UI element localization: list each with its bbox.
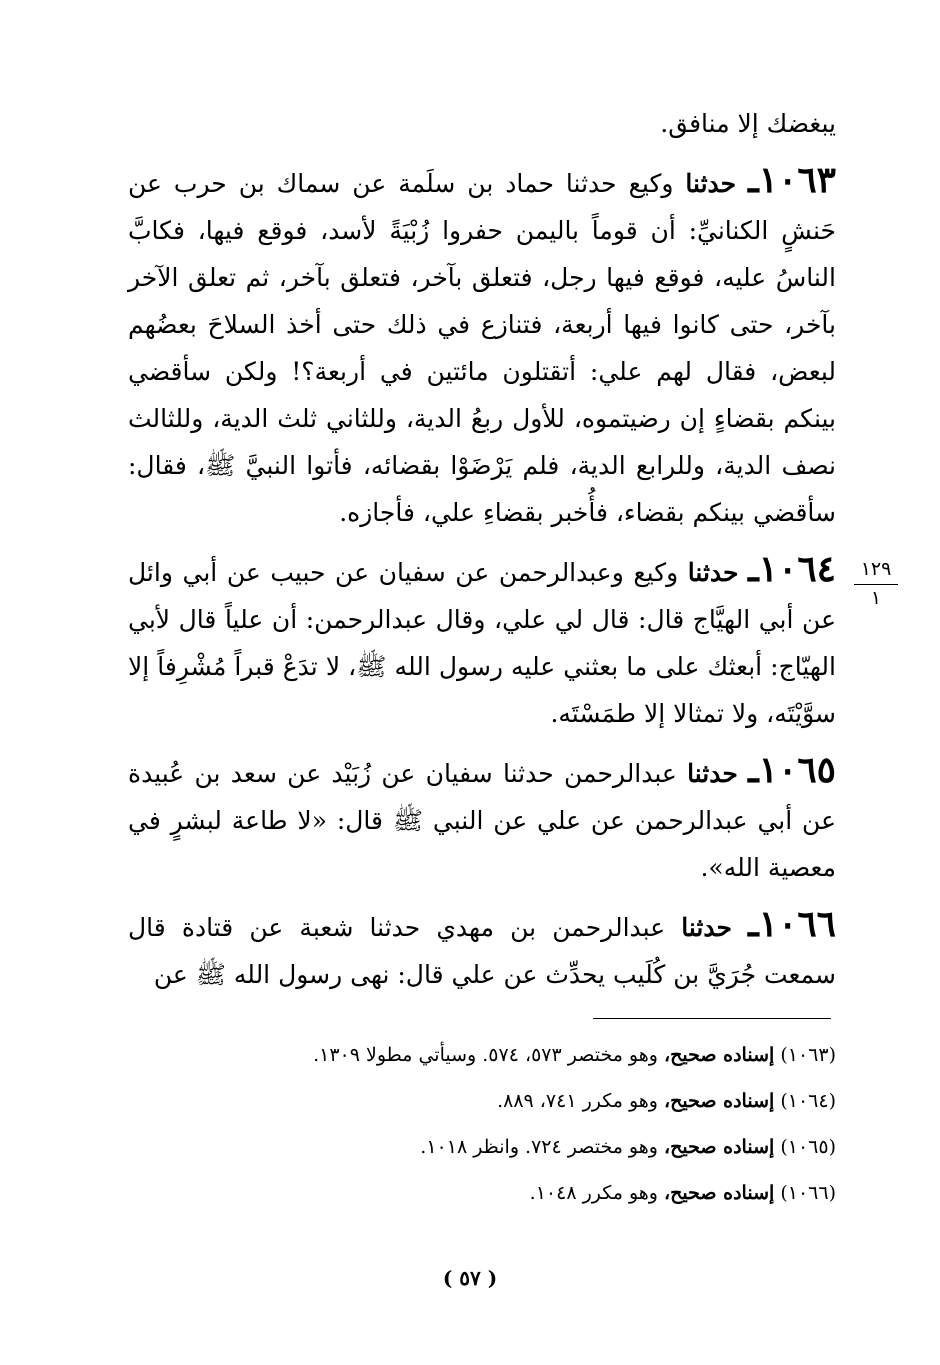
hadith-dash: ـ xyxy=(748,749,759,791)
hadith-number: ١٠٦٥ xyxy=(758,749,836,791)
footnote-grade: إسناده صحيح، xyxy=(664,1044,775,1066)
hadith-text: عبدالرحمن حدثنا سفيان عن زُبَيْد عن سعد بن عُبيدة عن أبي عبدالرحمن عن علي عن النبي ﷺ قال: «لا طاعة لبشرٍ في معصية الله». xyxy=(128,759,836,882)
footnote xyxy=(128,1032,836,1078)
page-number: ( ٥٧ ) xyxy=(442,1266,498,1290)
footnote xyxy=(128,1170,836,1216)
footnote-text: وهو مكرر ١٠٤٨. xyxy=(529,1182,658,1204)
margin-volume: ١٢٩ xyxy=(854,556,898,585)
footnote-grade: إسناده صحيح، xyxy=(664,1182,775,1204)
hadith-1065 xyxy=(128,747,836,891)
continuation-line: يبغضك إلا منافق. xyxy=(660,109,836,138)
hadith-dash: ـ xyxy=(748,903,759,945)
hadith-lead-word: حدثنا xyxy=(687,558,739,587)
hadith-1064 xyxy=(128,546,836,737)
footnote xyxy=(128,1124,836,1170)
footnotes xyxy=(128,1032,836,1216)
hadith-number: ١٠٦٤ xyxy=(758,548,836,590)
hadith-dash: ـ xyxy=(748,159,759,201)
footnote xyxy=(128,1078,836,1124)
footnote-ref: (١٠٦٦) xyxy=(780,1182,836,1204)
footnote-text: وهو مكرر ٧٤١، ٨٨٩. xyxy=(497,1090,658,1112)
hadith-lead-word: حدثنا xyxy=(681,913,732,942)
hadith-lead-word: حدثنا xyxy=(685,169,737,198)
footnote-ref: (١٠٦٣) xyxy=(780,1044,836,1066)
hadith-number: ١٠٦٣ xyxy=(758,159,837,201)
footnote-divider xyxy=(593,1018,831,1019)
hadith-text: عبدالرحمن بن مهدي حدثنا شعبة عن قتادة قال سمعت جُرَيَّ بن كُلَيب يحدِّث عن علي قال: نهى رسول الله ﷺ عن xyxy=(128,913,836,989)
margin-page: ١ xyxy=(870,587,882,609)
footnote-grade: إسناده صحيح، xyxy=(664,1136,775,1158)
hadith-number: ١٠٦٦ xyxy=(758,903,836,945)
hadith-dash: ـ xyxy=(748,548,759,590)
hadith-text: وكيع وعبدالرحمن عن سفيان عن حبيب عن أبي وائل عن أبي الهيَّاج قال: قال لي علي، وقال عبدالرحمن: أن علياً قال لأبي الهيّاج: أبعثك على ما بعثني عليه رسول الله ﷺ، لا تدَعْ قبراً مُشْرِفاً إلا سوَّيْتَه، ولا تمثالا إلا طمَسْتَه. xyxy=(128,558,836,728)
footnote-ref: (١٠٦٥) xyxy=(780,1136,836,1158)
margin-reference xyxy=(854,556,898,611)
hadith-lead-word: حدثنا xyxy=(687,759,738,788)
footnote-grade: إسناده صحيح، xyxy=(664,1090,775,1112)
footnote-ref: (١٠٦٤) xyxy=(780,1090,836,1112)
main-text xyxy=(128,100,836,1008)
footnote-text: وهو مختصر ٥٧٣، ٥٧٤. وسيأتي مطولا ١٣٠٩. xyxy=(313,1044,658,1066)
hadith-1063 xyxy=(128,157,836,536)
footnote-text: وهو مختصر ٧٢٤. وانظر ١٠١٨. xyxy=(420,1136,658,1158)
hadith-text: وكيع حدثنا حماد بن سلَمة عن سماك بن حرب عن حَنشٍ الكنانيِّ: أن قوماً باليمن حفروا زُبْيَةً لأسد، فوقع فيها، فكابَّ الناسُ عليه، فوقع فيها رجل، فتعلق بآخر، فتعلق بآخر، ثم تعلق الآخر بآخر، حتى كانوا فيها أربعة، فتنازع في ذلك حتى أخذ السلاحَ بعضُهم لبعض، فقال لهم علي: أتقتلون مائتين في أربعة؟! ولكن سأقضي بينكم بقضاءٍ إن رضيتموه، للأول ربعُ الدية، وللثاني ثلث الدية، وللثالث نصف الدية، وللرابع الدية، فلم يَرْضَوْا بقضائه، فأتوا النبيَّ ﷺ، فقال: سأقضي بينكم بقضاء، فأُخبر بقضاءِ علي، فأجازه. xyxy=(128,169,836,527)
hadith-1066 xyxy=(128,901,836,998)
